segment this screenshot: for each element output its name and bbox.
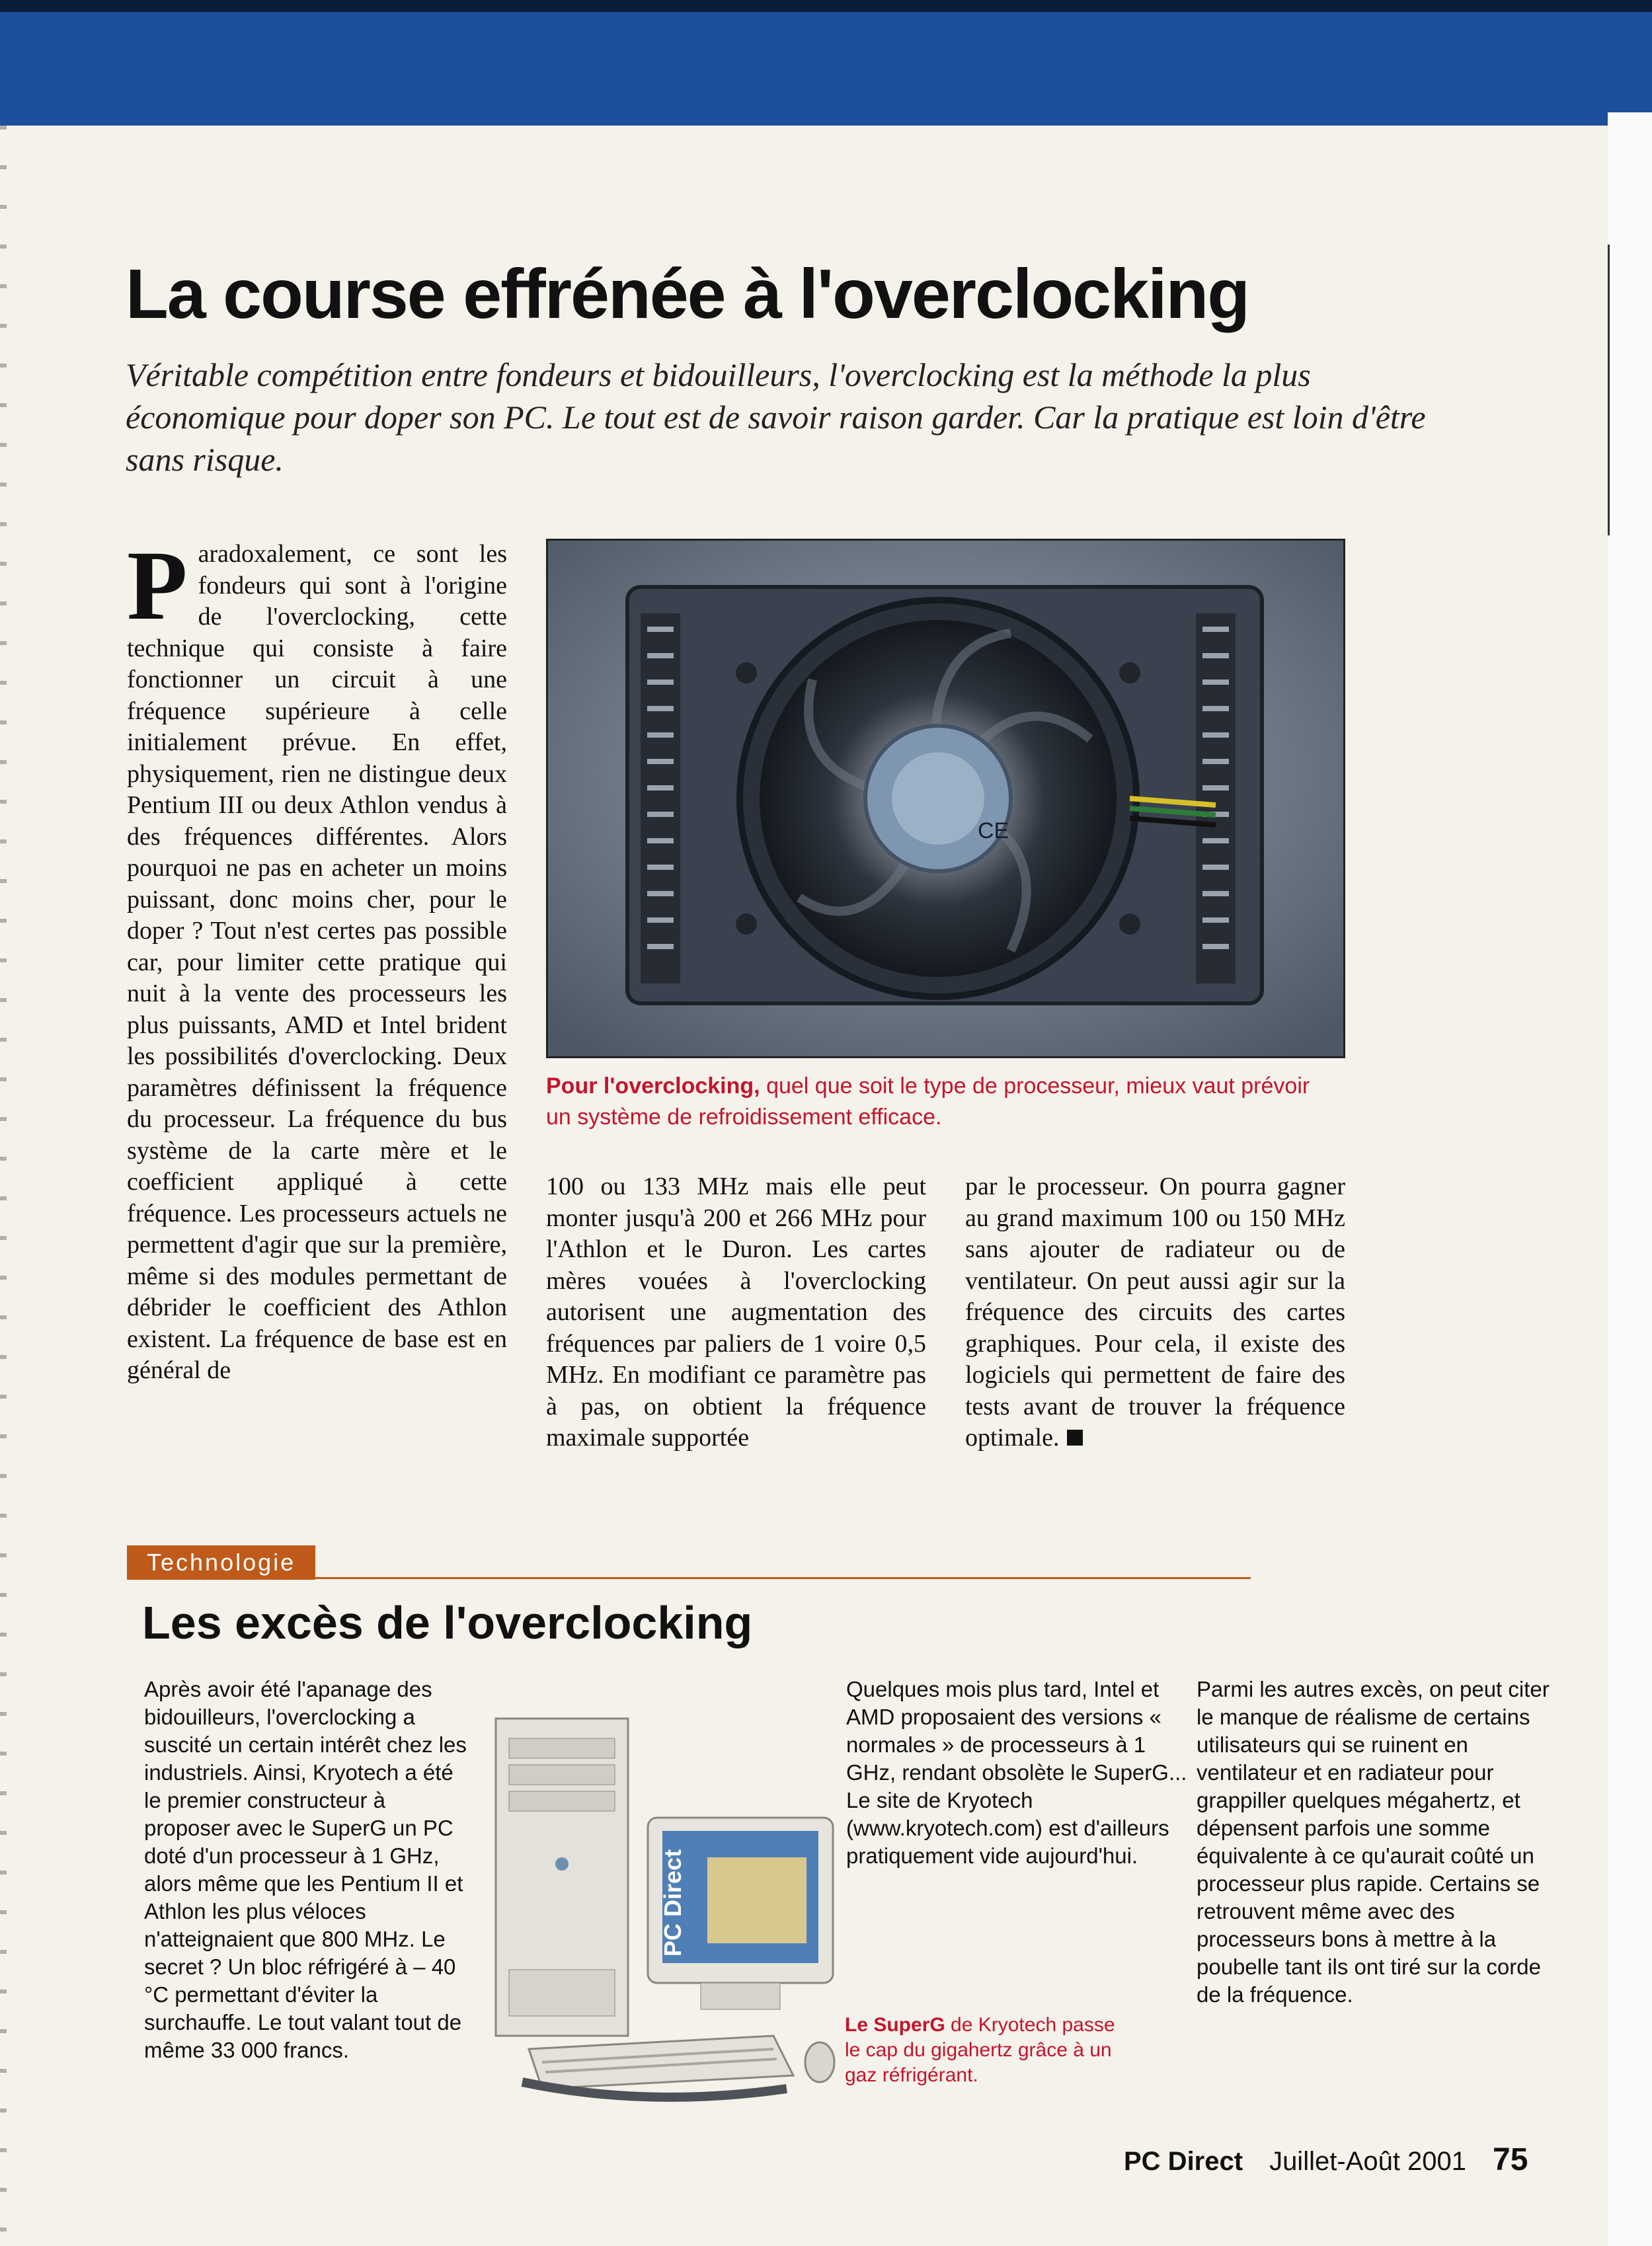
body-text-1: aradoxalement, ce sont les fondeurs qui sont à l'origine de l'overclocking, cette technique qui consiste à faire fonctionner un circuit à une fréquence supérieure à celle initialement prévue. En effet, physiquement, rien ne distingue deux Pentium III ou deux Athlon vendus à des fréquences différentes. Alors pourquoi ne pas en acheter un moins puissant, donc moins cher, pour le doper ? Tout n'est certes pas possible car, pour limiter cette pratique qui nuit à la vente des processeurs les plus puissants, AMD et Intel brident les possibilités d'overclocking. Deux paramètres définissent la fréquence du processeur. La fréquence du bus système de la carte mère et le coefficient appliqué à cette fréquence. Les processeurs actuels ne permettent d'agir que sur la première, même si des modules permettant de débrider le coefficient des Athlon existent. La fréquence de base est en général de	[127, 540, 507, 1384]
drop-cap: P	[127, 531, 188, 640]
sidebar-column-1: Après avoir été l'apanage des bidouilleurs, l'overclocking a suscité un certain intérêt chez les industriels. Ainsi, Kryotech a été le premier constructeur à proposer avec le SuperG un PC doté d'un processeur à 1 GHz, alors même que les Pentium II et Athlon les plus véloces n'atteignaient que 800 MHz. Le secret ? Un bloc réfrigéré à – 40 °C permettant d'éviter la surchauffe. Le tout valant tout de même 33 000 francs.	[144, 1677, 467, 2062]
page-margin	[1608, 112, 1652, 2246]
monitor-screen-text: PC Direct	[659, 1849, 686, 1956]
section-rule	[127, 1577, 1251, 1579]
binding-edge	[0, 126, 7, 2246]
photo-caption	[546, 1071, 1339, 1133]
issue-date: Juillet-Août 2001	[1269, 2147, 1467, 2176]
article-lede: Véritable compétition entre fondeurs et bidouilleurs, l'overclocking est la méthode la plus économique pour doper son PC. Le tout est de savoir raison garder. Car la pratique est loin d'être sans risque.	[126, 356, 1426, 478]
body-text-3: par le processeur. On pourra gagner au grand maximum 100 ou 150 MHz sans ajouter de radiateur ou de ventilateur. On peut aussi agir sur la fréquence des circuits des cartes graphiques. Pour cela, il existe des logiciels qui permettent de faire des tests avant de trouver la fréquence optimale.	[965, 1173, 1345, 1452]
ce-mark: CE	[978, 818, 1009, 843]
photo-caption-lead: Pour l'overclocking,	[546, 1073, 760, 1099]
photo-caption-text: quel que soit le type de processeur, mieux vaut prévoir un système de refroidissement efficace.	[546, 1073, 1310, 1130]
header-edge	[0, 0, 1652, 12]
end-mark	[1067, 1430, 1083, 1446]
article-title: La course effrénée à l'overclocking	[126, 255, 1249, 333]
sidebar-photo-caption	[845, 2013, 1129, 2088]
cpu-cooler-fan-illustration	[548, 541, 1343, 1056]
superg-pc-photo	[483, 1692, 853, 2102]
pc-illustration	[483, 1692, 853, 2102]
page-number: 75	[1493, 2142, 1528, 2177]
body-column-1	[127, 531, 507, 1387]
body-column-2: 100 ou 133 MHz mais elle peut monter jusqu'à 200 et 266 MHz pour l'Athlon et le Duron. Les cartes mères vouées à l'overclocking autorisent une augmentation des fréquences par paliers de 1 voire 0,5 MHz. En modifiant ce paramètre pas à pas, on obtient la fréquence maximale supportée	[546, 1173, 926, 1452]
sidebar-caption-text: de Kryotech passe le cap du gigahertz grâce à un gaz réfrigérant.	[845, 2014, 1115, 2086]
sidebar-title: Les excès de l'overclocking	[142, 1597, 753, 1648]
header-band	[0, 0, 1652, 126]
sidebar-column-3: Parmi les autres excès, on peut citer le manque de réalisme de certains utilisateurs qui se ruinent en ventilateur et en radiateur pour grappiller quelques mégahertz, et dépensent parfois une somme équivalente à ce qu'aurait coûté un processeur plus rapide. Certains se retrouvent même avec des processeurs bons à mettre à la poubelle tant ils ont tiré sur la corde de la fréquence.	[1197, 1677, 1550, 2007]
margin-rule	[1608, 245, 1610, 535]
cooler-photo	[546, 539, 1345, 1058]
magazine-name: PC Direct	[1124, 2147, 1243, 2176]
body-column-3	[965, 1171, 1345, 1454]
section-label: Technologie	[127, 1545, 315, 1580]
sidebar-caption-lead: Le SuperG	[845, 2014, 945, 2036]
page-footer	[1124, 2142, 1528, 2178]
sidebar-column-2: Quelques mois plus tard, Intel et AMD proposaient des versions « normales » de processeurs à 1 GHz, rendant obsolète le SuperG... Le site de Kryotech (www.kryotech.com) est d'ailleurs pratiquement vide aujourd'hui.	[846, 1677, 1187, 1868]
